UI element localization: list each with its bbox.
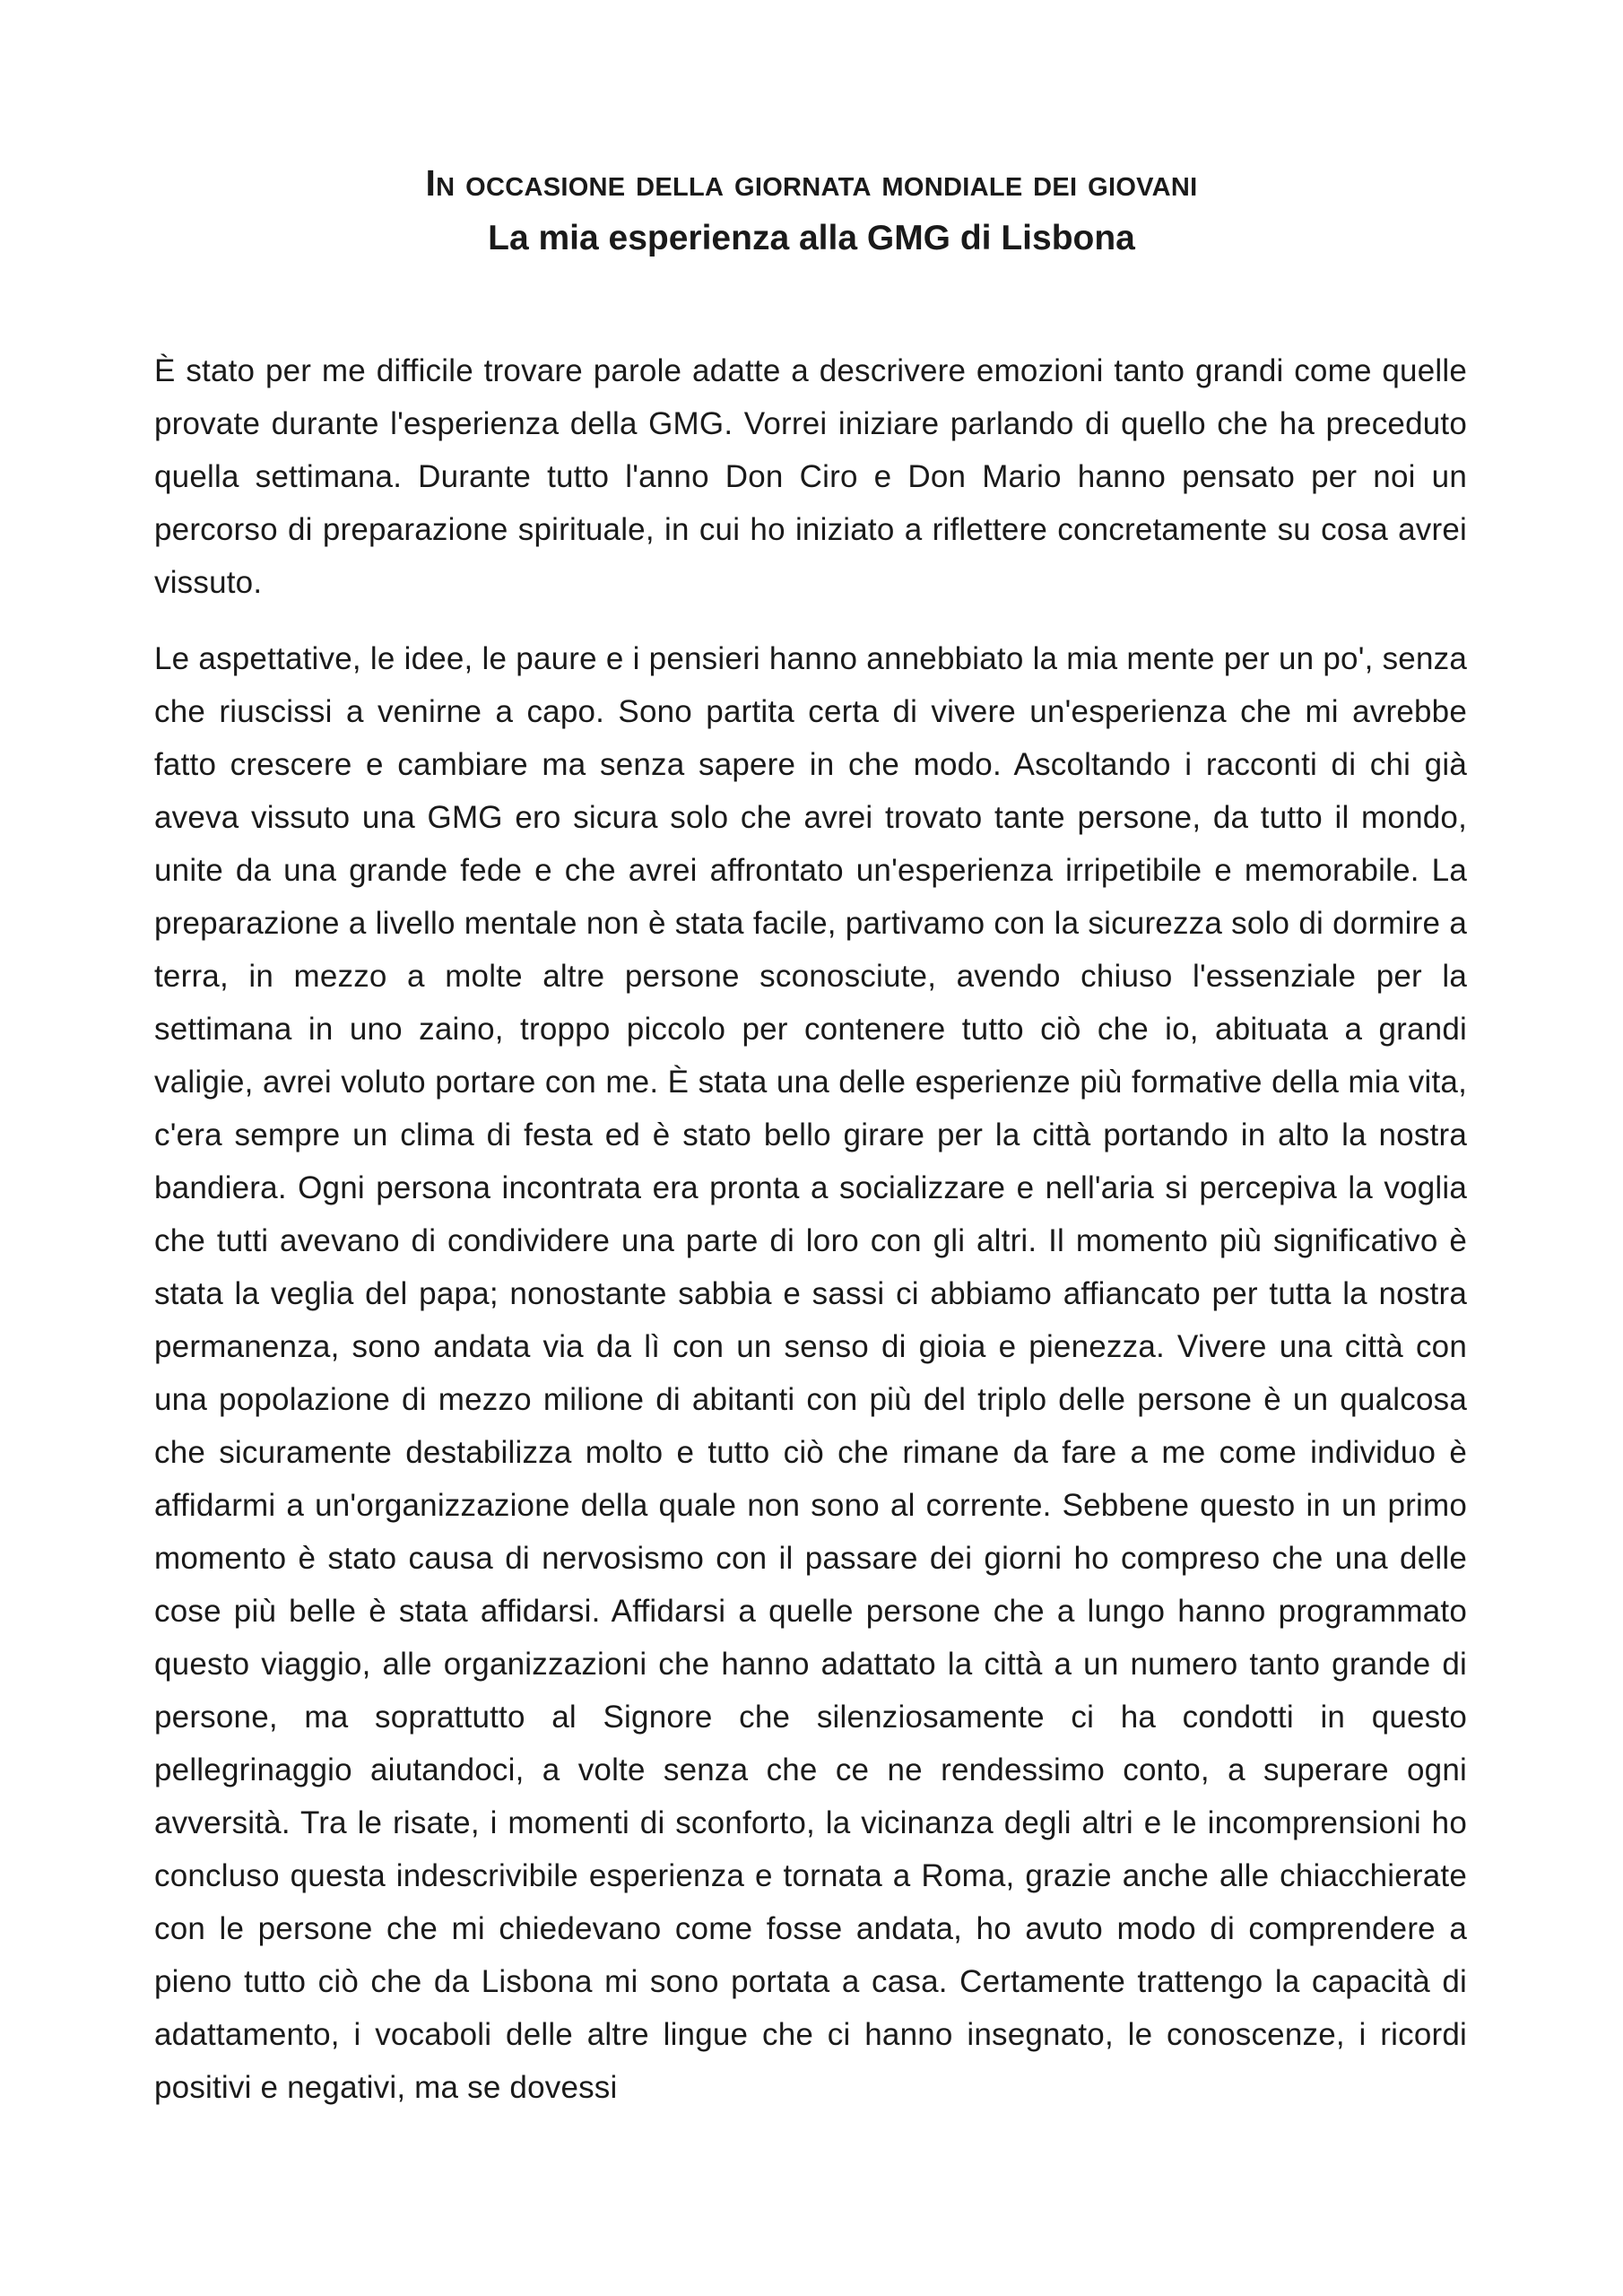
document-header [0, 160, 1623, 262]
paragraph-2: Le aspettative, le idee, le paure e i pensieri hanno annebbiato la mia mente per un po', senza che riuscissi a venirne a capo. Sono partita certa di vivere un'esperienza che mi avrebbe fatto crescere e cambiare ma senza sapere in che modo. Ascoltando i racconti di chi già aveva vissuto una GMG ero sicura solo che avrei trovato tante persone, da tutto il mondo, unite da una grande fede e che avrei affrontato un'esperienza irripetibile e memorabile. La preparazione a livello mentale non è stata facile, partivamo con la sicurezza solo di dormire a terra, in mezzo a molte altre persone sconosciute, avendo chiuso l'essenziale per la settimana in uno zaino, troppo piccolo per contenere tutto ciò che io, abituata a grandi valigie, avrei voluto portare con me. È stata una delle esperienze più formative della mia vita, c'era sempre un clima di festa ed è stato bello girare per la città portando in alto la nostra bandiera. Ogni persona incontrata era pronta a socializzare e nell'aria si percepiva la voglia che tutti avevano di condividere una parte di loro con gli altri. Il momento più significativo è stata la veglia del papa; nonostante sabbia e sassi ci abbiamo affiancato per tutta la nostra permanenza, sono andata via da lì con un senso di gioia e pienezza. Vivere una città con una popolazione di mezzo milione di abitanti con più del triplo delle persone è un qualcosa che sicuramente destabilizza molto e tutto ciò che rimane da fare a me come individuo è affidarmi a un'organizzazione della quale non sono al corrente. Sebbene questo in un primo momento è stato causa di nervosismo con il passare dei giorni ho compreso che una delle cose più belle è stata affidarsi. Affidarsi a quelle persone che a lungo hanno programmato questo viaggio, alle organizzazioni che hanno adattato la città a un numero tanto grande di persone, ma soprattutto al Signore che silenziosamente ci ha condotti in questo pellegrinaggio aiutandoci, a volte senza che ce ne rendessimo conto, a superare ogni avversità. Tra le risate, i momenti di sconforto, la vicinanza degli altri e le incomprensioni ho concluso questa indescrivibile esperienza e tornata a Roma, grazie anche alle chiacchierate con le persone che mi chiedevano come fosse andata, ho avuto modo di comprendere a pieno tutto ciò che da Lisbona mi sono portata a casa. Certamente trattengo la capacità di adattamento, i vocaboli delle altre lingue che ci hanno insegnato, le conoscenze, i ricordi positivi e negativi, ma se dovessi [154, 641, 1467, 2105]
document-title: In occasione della giornata mondiale dei giovani [425, 162, 1198, 204]
document-body [154, 344, 1467, 2114]
document-subtitle: La mia esperienza alla GMG di Lisbona [488, 219, 1135, 257]
paragraph-1: È stato per me difficile trovare parole adatte a descrivere emozioni tanto grandi come quelle provate durante l'esperienza della GMG. Vorrei iniziare parlando di quello che ha preceduto quella settimana. Durante tutto l'anno Don Ciro e Don Mario hanno pensato per noi un percorso di preparazione spirituale, in cui ho iniziato a riflettere concretamente su cosa avrei vissuto. [154, 353, 1467, 600]
